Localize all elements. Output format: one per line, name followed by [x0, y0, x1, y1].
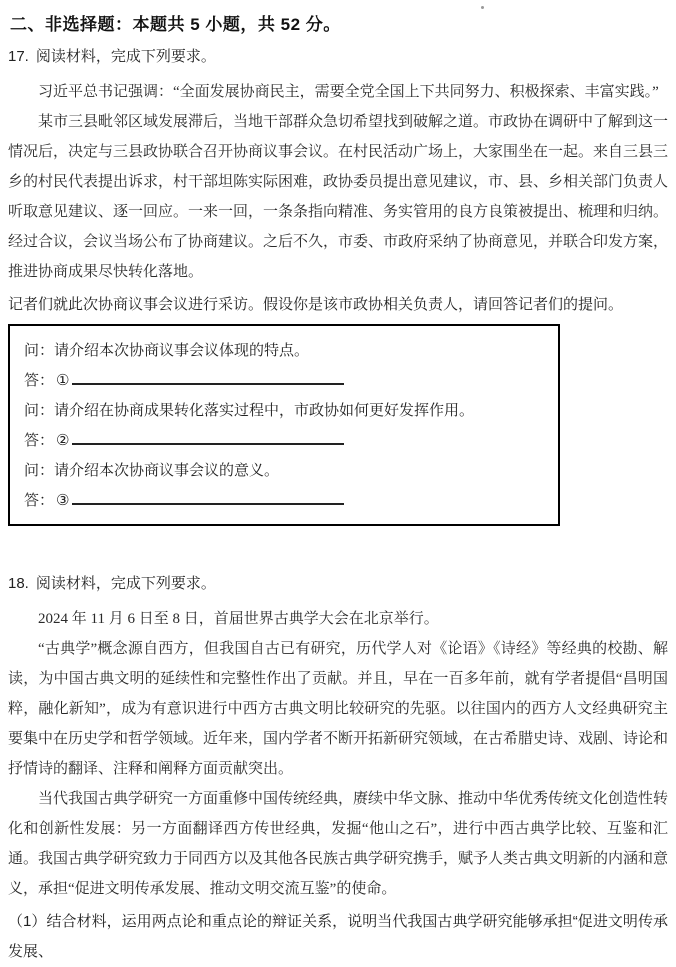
question-text-3: 请介绍本次协商议事会议的意义。	[54, 462, 280, 479]
q18-title	[8, 572, 668, 593]
question-text-2: 请介绍在协商成果转化落实过程中，市政协如何更好发挥作用。	[54, 402, 475, 419]
answer-label: 答：	[24, 432, 55, 449]
q17-title	[8, 45, 668, 66]
qa-question-1	[24, 336, 544, 366]
q18-prompt: 阅读材料，完成下列要求。	[35, 575, 216, 592]
answer-blank-1	[72, 370, 344, 385]
question-label: 问：	[24, 402, 55, 419]
scan-artifact-dot	[481, 6, 484, 9]
answer-marker-1: ①	[56, 372, 70, 389]
qa-answer-1	[24, 366, 544, 396]
answer-blank-3	[72, 490, 344, 505]
answer-label: 答：	[24, 372, 55, 389]
q17-interview-intro: 记者们就此次协商议事会议进行采访。假设你是该市政协相关负责人，请回答记者们的提问。	[8, 296, 624, 313]
answer-marker-3: ③	[56, 492, 70, 509]
q18-sub-question-1: （1）结合材料，运用两点论和重点论的辩证关系，说明当代我国古典学研究能够承担“促进文明传承发展、	[8, 913, 668, 960]
q17-material-paragraph-1: 习近平总书记强调：“全面发展协商民主，需要全党全国上下共同努力、积极探索、丰富实践。”	[38, 84, 659, 100]
q18-number: 18.	[8, 575, 29, 592]
answer-label: 答：	[24, 492, 55, 509]
section-header: 二、非选择题：本题共 5 小题，共 52 分。	[10, 15, 341, 34]
q18-material-paragraph-2: “古典学”概念源自西方，但我国自古已有研究，历代学人对《论语》《诗经》等经典的校勘、解读，为中国古典文明的延续性和完整性作出了贡献。并且，早在一百多年前，就有学者提倡“昌明国粹，融化新知”，成为有意识进行中西方古典文明比较研究的先驱。以往国内的西方人文经典研究主要集中在历史学和哲学领域。近年来，国内学者不断开拓新研究领域，在古希腊史诗、戏剧、诗论和抒情诗的翻译、注释和阐释方面贡献突出。	[8, 641, 669, 777]
qa-answer-3	[24, 486, 544, 516]
q17-answer-box	[8, 324, 560, 526]
q18-material-paragraph-1: 2024 年 11 月 6 日至 8 日，首届世界古典学大会在北京举行。	[38, 611, 439, 627]
qa-question-3	[24, 456, 544, 486]
q18-material-paragraph-3: 当代我国古典学研究一方面重修中国传统经典，赓续中华文脉、推动中华优秀传统文化创造性转化和创新性发展：另一方面翻译西方传世经典，发掘“他山之石”，进行中西古典学比较、互鉴和汇通。我国古典学研究致力于同西方以及其他各民族古典学研究携手，赋予人类古典文明新的内涵和意义，承担“促进文明传承发展、推动文明交流互鉴”的使命。	[8, 791, 669, 897]
q17-material-paragraph-2: 某市三县毗邻区域发展滞后，当地干部群众急切希望找到破解之道。市政协在调研中了解到这一情况后，决定与三县政协联合召开协商议事会议。在村民活动广场上，大家围坐在一起。来自三县三乡的村民代表提出诉求，村干部坦陈实际困难，政协委员提出意见建议，市、县、乡相关部门负责人听取意见建议、逐一回应。一来一回，一条条指向精准、务实管用的良方良策被提出、梳理和归纳。经过合议，会议当场公布了协商建议。之后不久，市委、市政府采纳了协商意见，并联合印发方案，推进协商成果尽快转化落地。	[8, 114, 669, 280]
q17-number: 17.	[8, 48, 29, 65]
qa-question-2	[24, 396, 544, 426]
answer-blank-2	[72, 430, 344, 445]
qa-answer-2	[24, 426, 544, 456]
section-gap	[8, 526, 668, 562]
q17-prompt: 阅读材料，完成下列要求。	[35, 48, 216, 65]
question-label: 问：	[24, 342, 55, 359]
question-text-1: 请介绍本次协商议事会议体现的特点。	[54, 342, 310, 359]
question-label: 问：	[24, 462, 55, 479]
answer-marker-2: ②	[56, 432, 70, 449]
